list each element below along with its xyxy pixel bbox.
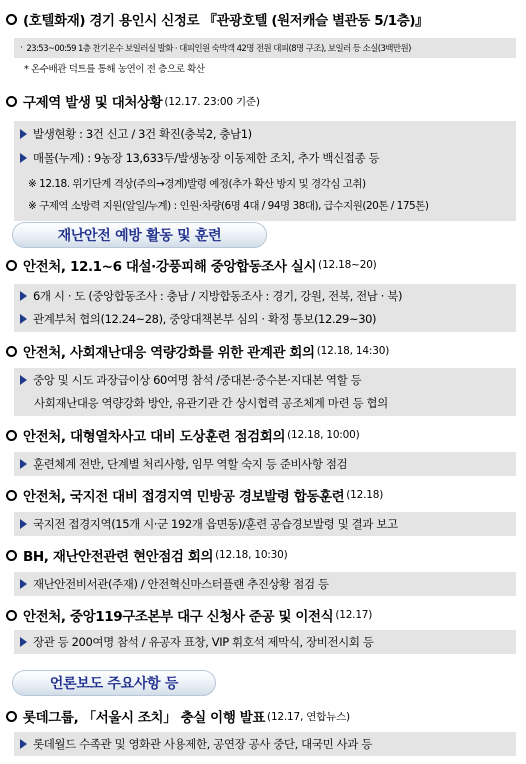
triangle-bullet-icon (20, 291, 27, 301)
triangle-bullet-icon (20, 739, 27, 749)
triangle-bullet-icon (20, 314, 27, 324)
social-disaster-meeting-title: 안전처, 사회재난대응 역량강화를 위한 관계관 회의 (23, 345, 315, 361)
dot-bullet-icon: · (20, 43, 23, 53)
lotte-item: 롯데월드 수족관 및 영화관 사용제한, 공연장 공사 중단, 대국민 사과 등 (20, 734, 514, 754)
hotel-fire-title: (호텔화재) 경기 용인시 신정로 『관광호텔 (원저캐슬 별관동 5/1층)』 (23, 13, 429, 29)
hotel-fire-detail: · 23:53~00:59 1층 찬기온수 보일러실 발화 · 대피인원 숙박객 42명 전원 대피(8명 구조), 보일러 등 소실(3백만원) (20, 43, 411, 54)
banner-disaster-prevention: 재난안전 예방 활동 및 훈련 (12, 222, 267, 248)
rescue-hq-item: 장관 등 200여명 참석 / 유공자 표창, VIP 휘호석 제막식, 장비전시회 등 (20, 632, 514, 652)
fmd-ref-2: ※ 구제역 소방력 지원(알일/누계) : 인원·차량(6명 4대 / 94명 38대), 급수지원(20톤 / 175톤) (28, 199, 429, 212)
circle-bullet-icon (6, 346, 17, 357)
train-drill-item: 훈련체계 전반, 단계별 처리사항, 임무 역할 숙지 등 준비사항 점검 (20, 454, 514, 474)
train-drill-heading (6, 424, 520, 446)
rescue-hq-heading (6, 604, 520, 626)
rescue-hq-title: 안전처, 중앙119구조본부 대구 신청사 준공 및 이전식 (23, 609, 334, 625)
snow-survey-heading (6, 254, 520, 276)
bh-meeting-heading (6, 544, 520, 566)
triangle-bullet-icon (20, 579, 27, 589)
air-raid-drill-heading (6, 484, 520, 506)
lotte-source: (12.17, 연합뉴스) (267, 710, 350, 723)
triangle-bullet-icon (20, 519, 27, 529)
triangle-bullet-icon (20, 153, 27, 163)
circle-bullet-icon (6, 711, 17, 722)
social-disaster-item: 중앙 및 시도 과장급이상 60여명 참석 /중대본·중수본·지대본 역할 등 (20, 370, 514, 390)
air-raid-drill-item: 국지전 접경지역(15개 시·군 192개 읍면동)/훈련 공습경보발령 및 결과 보고 (20, 514, 514, 534)
train-drill-title: 안전처, 대형열차사고 대비 도상훈련 점검회의 (23, 429, 286, 445)
circle-bullet-icon (6, 490, 17, 501)
air-raid-drill-title: 안전처, 국지전 대비 접경지역 민방공 경보발령 합동훈련 (23, 489, 345, 505)
snow-survey-item-2: 관계부처 협의(12.24~28), 중앙대책본부 심의 · 확정 통보(12.29~30) (20, 309, 514, 329)
circle-bullet-icon (6, 430, 17, 441)
lotte-title: 롯데그룹, 「서울시 조치」 충실 이행 발표 (23, 710, 266, 726)
circle-bullet-icon (6, 260, 17, 271)
social-disaster-meeting-time: (12.18, 14:30) (316, 345, 390, 357)
train-drill-time: (12.18, 10:00) (287, 429, 360, 441)
circle-bullet-icon (6, 96, 17, 107)
circle-bullet-icon (6, 14, 17, 25)
bh-meeting-item: 재난안전비서관(주재) / 안전혁신마스터플랜 추진상황 점검 등 (20, 574, 514, 594)
circle-bullet-icon (6, 550, 17, 561)
snow-survey-title: 안전처, 12.1~6 대설·강풍피해 중앙합동조사 실시 (23, 259, 317, 275)
circle-bullet-icon (6, 610, 17, 621)
hotel-fire-note: * 온수배관 덕트를 통해 농연이 전 층으로 확산 (24, 64, 205, 75)
triangle-bullet-icon (20, 637, 27, 647)
triangle-bullet-icon (20, 129, 27, 139)
social-disaster-item-cont: 사회재난대응 역량강화 방안, 유관기관 간 상시협력 공조체계 마련 등 협의 (34, 396, 388, 410)
fmd-ref-1: ※ 12.18. 위기단계 격상(주의→경계)발령 예정(추가 확산 방지 및 경각심 고취) (28, 177, 366, 190)
triangle-bullet-icon (20, 459, 27, 469)
fmd-item-1: 발생현황 : 3건 신고 / 3건 확진(충북2, 충남1) (20, 124, 514, 144)
fmd-heading (6, 90, 520, 112)
fmd-title: 구제역 발생 및 대처상황 (23, 95, 163, 111)
fmd-item-2: 매몰(누계) : 9농장 13,633두/발생농장 이동제한 조치, 추가 백신접종 등 (20, 148, 514, 168)
fmd-time: (12.17. 23:00 기준) (164, 95, 260, 108)
snow-survey-item-1: 6개 시 · 도 (중앙합동조사 : 충남 / 지방합동조사 : 경기, 강원, 전북, 전남 · 북) (20, 286, 514, 306)
air-raid-drill-date: (12.18) (346, 489, 384, 501)
triangle-bullet-icon (20, 375, 27, 385)
lotte-heading (6, 705, 520, 727)
snow-survey-period: (12.18~20) (318, 259, 377, 271)
bh-meeting-time: (12.18, 10:30) (215, 549, 288, 561)
hotel-fire-heading (6, 8, 520, 30)
bh-meeting-title: BH, 재난안전관련 현안점검 회의 (23, 549, 214, 565)
social-disaster-meeting-heading (6, 340, 520, 362)
banner-press-reports: 언론보도 주요사항 등 (12, 670, 216, 696)
rescue-hq-date: (12.17) (335, 609, 373, 621)
